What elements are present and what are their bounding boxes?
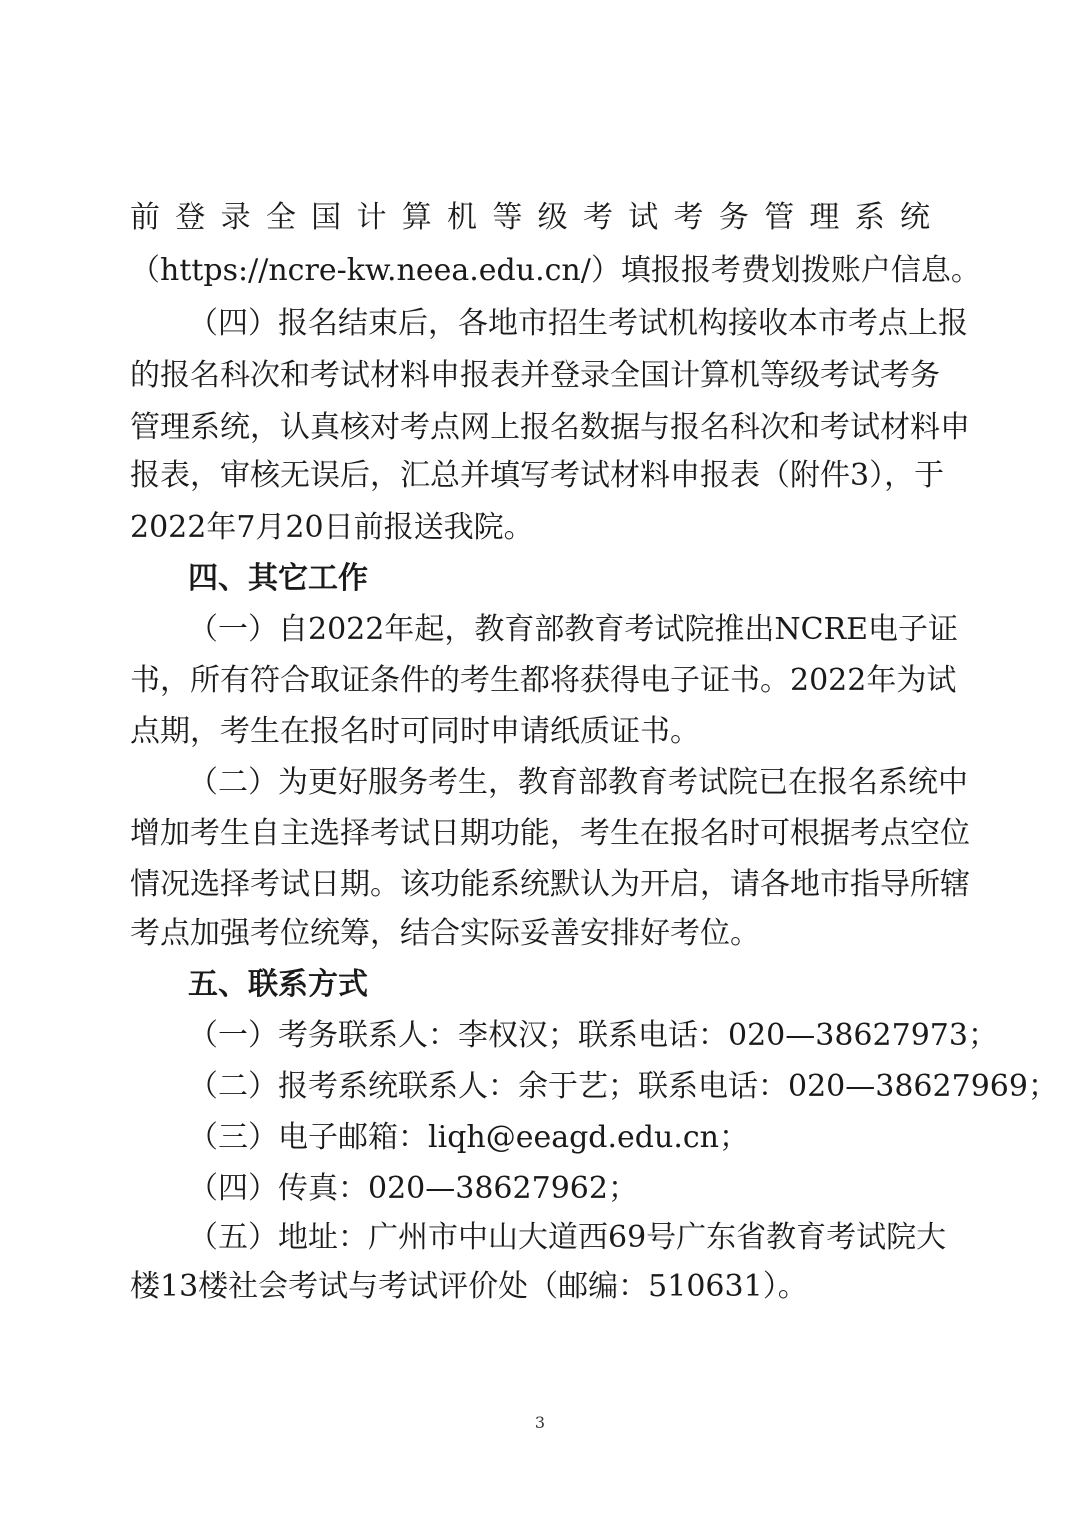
- paragraph-line: 2022年7月20日前报送我院。: [130, 510, 534, 545]
- contact-line: （五）地址：广州市中山大道西69号广东省教育考试院大: [188, 1220, 947, 1255]
- contact-line: （二）报考系统联系人：余于艺；联系电话：020—38627969；: [188, 1069, 1058, 1104]
- paragraph-line: （https://ncre-kw.neea.edu.cn/）填报报考费划拨账户信息。: [130, 253, 981, 288]
- contact-line: 楼13楼社会考试与考试评价处（邮编：510631）。: [130, 1269, 808, 1304]
- section-heading: 五、联系方式: [188, 967, 368, 1002]
- paragraph-line: 考点加强考位统筹，结合实际妥善安排好考位。: [130, 916, 760, 951]
- paragraph-line: 书，所有符合取证条件的考生都将获得电子证书。2022年为试: [130, 663, 957, 698]
- paragraph-line: 情况选择考试日期。该功能系统默认为开启，请各地市指导所辖: [130, 867, 970, 902]
- paragraph-line: （二）为更好服务考生，教育部教育考试院已在报名系统中: [188, 765, 968, 800]
- section-heading: 四、其它工作: [188, 561, 368, 596]
- paragraph-line: 前登录全国计算机等级考试考务管理系统: [130, 200, 930, 235]
- paragraph-line: 管理系统，认真核对考点网上报名数据与报名科次和考试材料申: [130, 410, 970, 445]
- contact-line: （一）考务联系人：李权汉；联系电话：020—38627973；: [188, 1018, 998, 1053]
- paragraph-line: 点期，考生在报名时可同时申请纸质证书。: [130, 714, 700, 749]
- paragraph-line: 的报名科次和考试材料申报表并登录全国计算机等级考试考务: [130, 358, 940, 393]
- paragraph-line: 报表，审核无误后，汇总并填写考试材料申报表（附件3），于: [130, 458, 945, 493]
- paragraph-line: （四）报名结束后，各地市招生考试机构接收本市考点上报: [188, 306, 968, 341]
- contact-line: （四）传真：020—38627962；: [188, 1171, 638, 1206]
- paragraph-line: （一）自2022年起，教育部教育考试院推出NCRE电子证: [188, 612, 959, 647]
- page-number: 3: [534, 1413, 546, 1432]
- contact-line: （三）电子邮箱：liqh@eeagd.edu.cn；: [188, 1120, 749, 1155]
- paragraph-line: 增加考生自主选择考试日期功能，考生在报名时可根据考点空位: [130, 816, 970, 851]
